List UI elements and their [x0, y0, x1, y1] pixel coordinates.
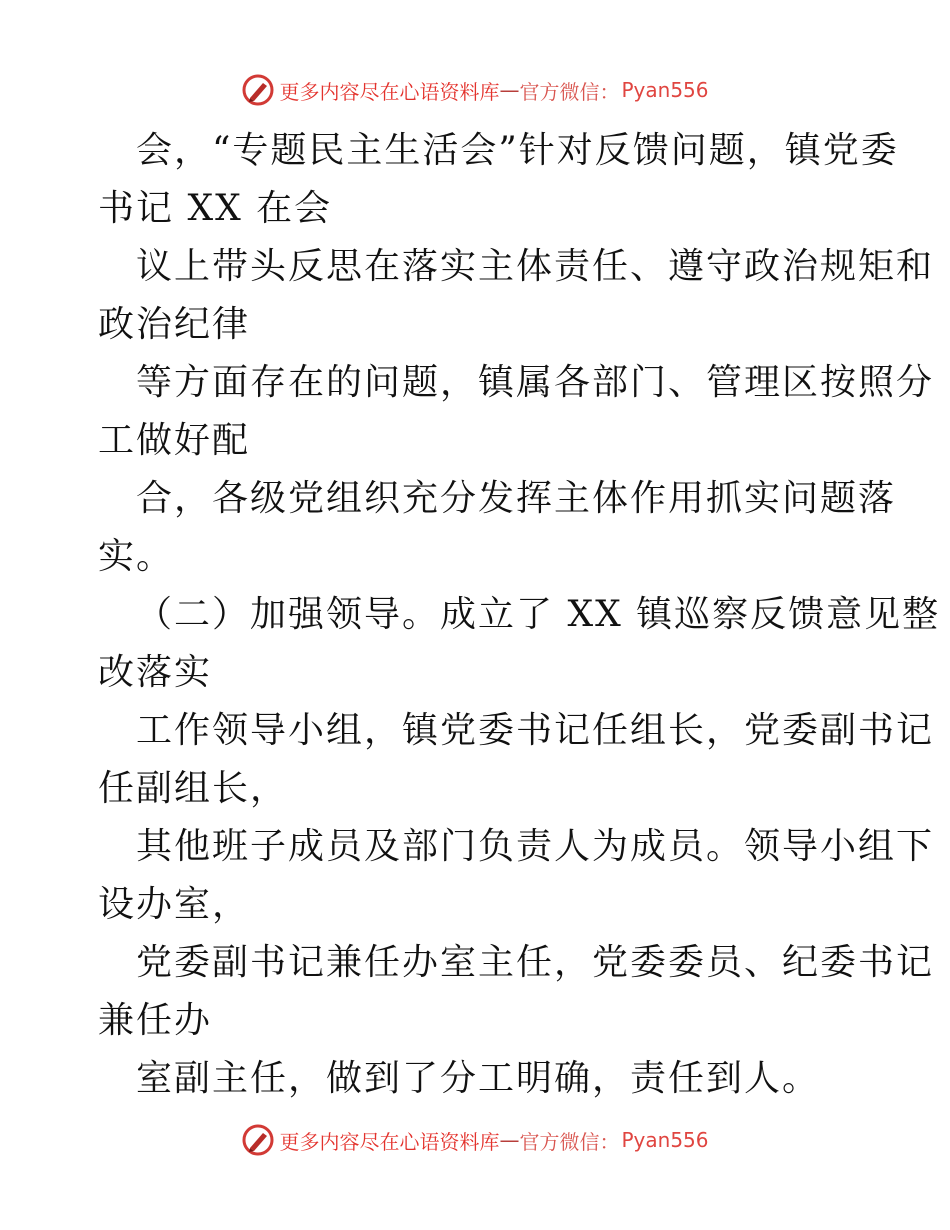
footer-watermark-banner [0, 1120, 950, 1160]
wechat-label: 官方微信： [519, 1129, 620, 1154]
text-line: 议上带头反思在落实主体责任、遵守政治规矩和 [136, 246, 935, 287]
brand-text: 更多内容尽在心语资料库 [279, 1129, 500, 1154]
document-body [98, 122, 941, 1108]
text-line: 任副组长， [98, 768, 289, 809]
text-line: 室副主任，做到了分工明确，责任到人。 [136, 1058, 821, 1099]
pen-circle-icon [241, 73, 275, 107]
text-line: 其他班子成员及部门负责人为成员。领导小组下 [136, 826, 935, 867]
separator-dash: — [499, 1128, 520, 1152]
text-line: 书记 XX 在会 [98, 188, 333, 229]
text-line: 工做好配 [98, 420, 251, 461]
text-line: 改落实 [98, 652, 213, 693]
separator-dash: — [499, 78, 520, 102]
text-line: 党委副书记兼任办室主任，党委委员、纪委书记 [136, 942, 935, 983]
pen-circle-icon [241, 1123, 275, 1157]
text-line: 兼任办 [98, 1000, 213, 1041]
section-heading-line: （二）加强领导。成立了 XX 镇巡察反馈意见整 [136, 594, 941, 635]
header-watermark-banner [0, 70, 950, 110]
wechat-label: 官方微信： [519, 79, 620, 104]
text-line: 合，各级党组织充分发挥主体作用抓实问题落 [136, 478, 897, 519]
text-line: 政治纪律 [98, 304, 251, 345]
text-line: 实。 [98, 536, 175, 577]
brand-text: 更多内容尽在心语资料库 [279, 79, 500, 104]
wechat-id: Pyan556 [621, 1128, 709, 1152]
text-line: 工作领导小组，镇党委书记任组长，党委副书记 [136, 710, 935, 751]
wechat-id: Pyan556 [621, 78, 709, 102]
text-line: 等方面存在的问题，镇属各部门、管理区按照分 [136, 362, 935, 403]
text-line: 会，“专题民主生活会”针对反馈问题，镇党委 [136, 130, 899, 171]
text-line: 设办室， [98, 884, 251, 925]
